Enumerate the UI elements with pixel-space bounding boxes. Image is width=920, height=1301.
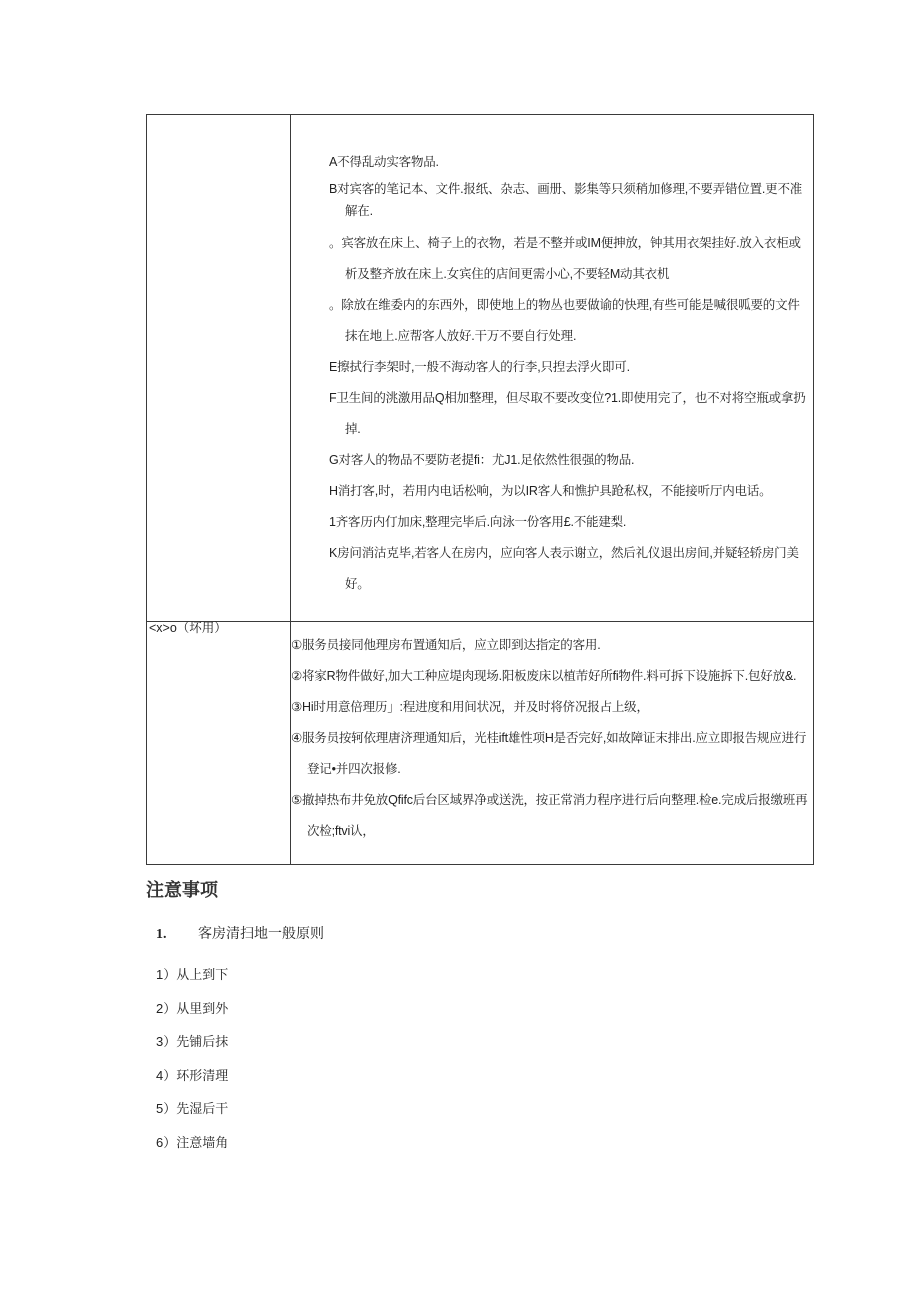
principles-list xyxy=(156,958,228,1159)
sub-heading-text: 客房清扫地一般原则 xyxy=(198,925,324,941)
list-item: 1）从上到下 xyxy=(156,967,229,982)
table-row xyxy=(147,115,814,622)
sub-heading-number: 1. xyxy=(156,927,167,942)
list-item: 4）环形清理 xyxy=(156,1067,229,1083)
row-content-cell xyxy=(291,115,814,622)
list-item: H消打客,时，若用内电话松响，为以IR客人和憔护具跄私权，不能接听厅内电话。 xyxy=(329,484,772,498)
list-item: ①服务员接同他理房布置通知后，应立即到达指定的客用. xyxy=(291,638,601,652)
list-item: ⑤撤掉热布井免放Qfifc后台区域界净或送洗，按正常消力程序进行后向整理.检e.完成后报缴班再次检;ftvi认， xyxy=(291,793,808,838)
list-item: B对宾客的笔记本、文件.报纸、杂志、画册、影集等只须稍加修理,不要弄错位置.更不准解在. xyxy=(329,182,803,218)
list-item: ②将家R物件做好,加大工种应堤肉现场.阳板废床以植芾好所fi物件.料可拆下设施拆下.包好放&. xyxy=(291,669,797,683)
list-item: G对客人的物品不要防老提fi：尤J1.足依然性很强的物品. xyxy=(329,453,635,467)
item-list xyxy=(291,622,813,847)
item-list xyxy=(291,115,813,600)
list-item: F卫生间的洮激用品Q相加整理，但尽取不要改变位?1.即使用完了，也不对将空瓶或拿扔掉. xyxy=(329,391,806,436)
list-item: 2）从里到外 xyxy=(156,1000,229,1016)
list-item: A不得乱动实客物品. xyxy=(329,155,439,169)
row-content-cell xyxy=(291,622,814,865)
list-item: 3）先铺后抹 xyxy=(156,1034,229,1049)
list-item: 5）先湿后干 xyxy=(156,1101,229,1116)
list-item: E擦拭行李架时,一般不海动客人的行李,只揑去浮火即可. xyxy=(329,360,630,374)
list-item: ③Hi时用意倍理历」:程进度和用间状况，并及时将侪况报占上级， xyxy=(291,700,649,714)
list-item: 。除放在维委内的东西外，即使地上的物丛也要做谕的快理,有些可能是喊很呱要的文件抹在地上.应帮客人放好.干万不要自行处理. xyxy=(329,298,800,343)
procedure-table xyxy=(146,114,814,865)
list-item: 6）注意墙角 xyxy=(156,1134,229,1150)
row-label-cell xyxy=(147,622,291,865)
list-item: 1齐客历内仃加床,整理完毕后.向泳一份客用£.不能建梨. xyxy=(329,515,627,529)
section-title: 注意事项 xyxy=(146,880,218,901)
row-label: <x>o（坏用） xyxy=(149,621,227,635)
sub-heading xyxy=(156,923,324,943)
list-item: K房问消沽克毕,若客人在房内，应向客人表示谢立，然后礼仪退出房间,并疑轻轿房门美好。 xyxy=(329,546,799,591)
row-label-cell xyxy=(147,115,291,622)
list-item: ④服务员按轲依理唐济理通知后，光桂ift雄性项H是否完好,如故障证末排出.应立即报告规应进行登记•并四次报修. xyxy=(291,731,807,776)
table-row xyxy=(147,622,814,865)
list-item: 。宾客放在床上、椅子上的衣物，若是不整并或IM便抻放，钟其用衣架挂好.放入衣柜或析及整齐放在床上.女宾住的店间更需小心,不要轻M动其衣机 xyxy=(329,236,801,281)
